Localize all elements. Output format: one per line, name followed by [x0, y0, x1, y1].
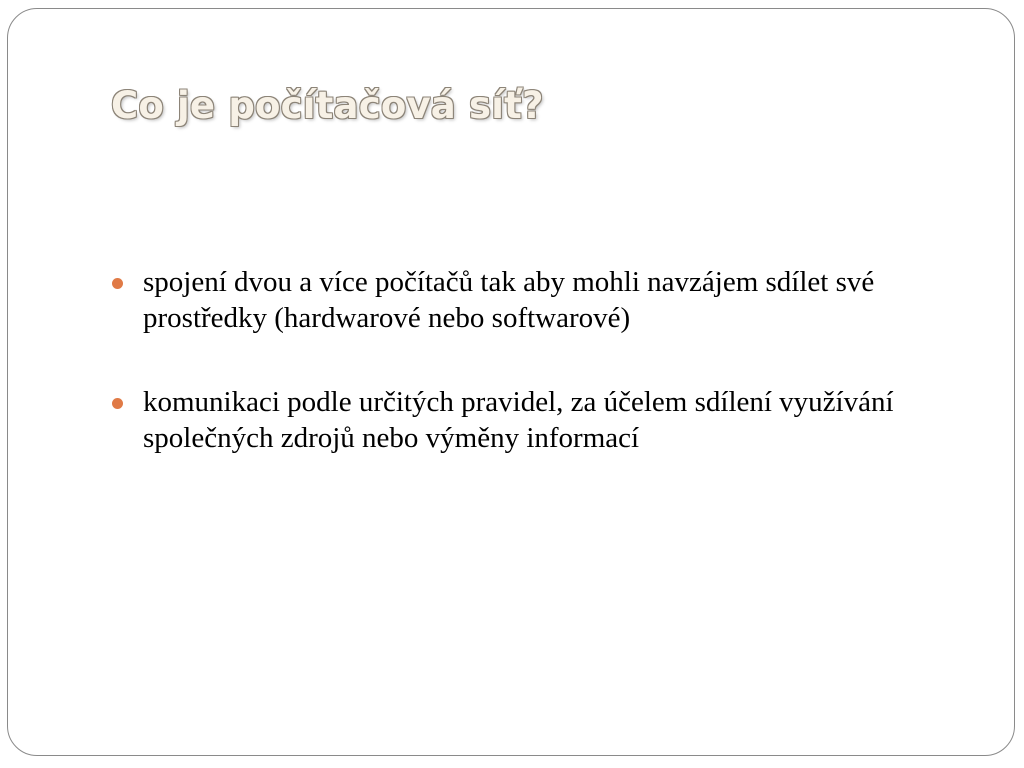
bullet-item	[112, 264, 932, 336]
bullet-list	[112, 264, 932, 504]
bullet-dot-icon	[112, 278, 123, 289]
bullet-text: komunikaci podle určitých pravidel, za účelem sdílení využívání společných zdrojů nebo výměny informací	[143, 386, 894, 454]
bullet-item	[112, 384, 932, 456]
slide-title: Co je počítačová síť?	[111, 84, 544, 127]
bullet-dot-icon	[112, 398, 123, 409]
bullet-text: spojení dvou a více počítačů tak aby mohli navzájem sdílet své prostředky (hardwarové nebo softwarové)	[143, 266, 875, 334]
